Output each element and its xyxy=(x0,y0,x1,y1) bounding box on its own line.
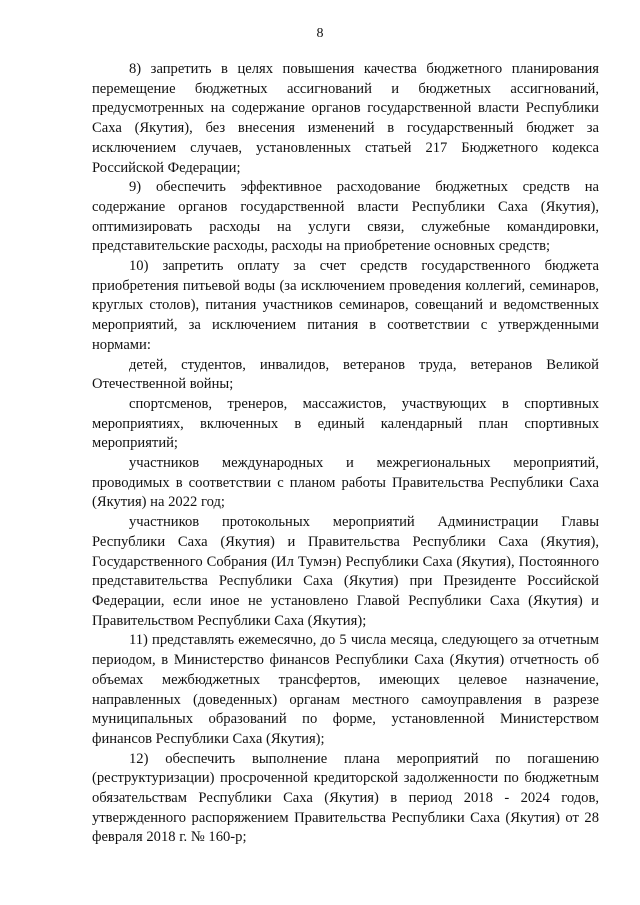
paragraph-item-12: 12) обеспечить выполнение плана мероприятий по погашению (реструктуризации) просроченной кредиторской задолженности по бюджетным обязательствам Республики Саха (Якутия) в период 2018 - 2024 годов, утвержденного распоряжением Правительства Республики Саха (Якутия) от 28 февраля 2018 г. № 160-р; xyxy=(92,750,599,846)
paragraph-item-11: 11) представлять ежемесячно, до 5 числа месяца, следующего за отчетным периодом, в Министерство финансов Республики Саха (Якутия) отчетность об объемах межбюджетных трансфертов, имеющих целевое назначение, направленных (доведенных) органам местного самоуправления в разрезе муниципальных образований по форме, установленной Министерством финансов Республики Саха (Якутия); xyxy=(92,632,599,747)
paragraph-subitem-protocol-events: участников протокольных мероприятий Администрации Главы Республики Саха (Якутия) и Правительства Республики Саха (Якутия), Государственного Собрания (Ил Тумэн) Республики Саха (Якутия), Постоянного представительства Республики Саха (Якутия) при Президенте Российской Федерации, если иное не установлено Главой Республики Саха (Якутия) и Правительством Республики Саха (Якутия); xyxy=(92,514,599,629)
paragraph-item-10: 10) запретить оплату за счет средств государственного бюджета приобретения питьевой воды (за исключением проведения коллегий, семинаров, круглых столов), питания участников семинаров, совещаний и ведомственных мероприятий, за исключением питания в соответствии с утвержденными нормами: xyxy=(92,258,599,353)
page-number: 8 xyxy=(316,26,324,41)
paragraph-item-8: 8) запретить в целях повышения качества бюджетного планирования перемещение бюджетных ассигнований и бюджетных ассигнований, предусмотренных на содержание органов государственной власти Республики Саха (Якутия), без внесения изменений в государственный бюджет за исключением случаев, установленных статьей 217 Бюджетного кодекса Российской Федерации; xyxy=(92,61,599,176)
paragraph-item-9: 9) обеспечить эффективное расходование бюджетных средств на содержание органов государственной власти Республики Саха (Якутия), оптимизировать расходы на услуги связи, служебные командировки, представительские расходы, расходы на приобретение основных средств; xyxy=(92,179,599,255)
paragraph-subitem-children: детей, студентов, инвалидов, ветеранов труда, ветеранов Великой Отечественной войны; xyxy=(92,356,599,393)
document-body xyxy=(92,60,599,848)
paragraph-subitem-international-events: участников международных и межрегиональных мероприятий, проводимых в соответствии с планом работы Правительства Республики Саха (Якутия) на 2022 год; xyxy=(92,455,599,511)
paragraph-subitem-athletes: спортсменов, тренеров, массажистов, участвующих в спортивных мероприятиях, включенных в единый календарный план спортивных мероприятий; xyxy=(92,395,599,452)
